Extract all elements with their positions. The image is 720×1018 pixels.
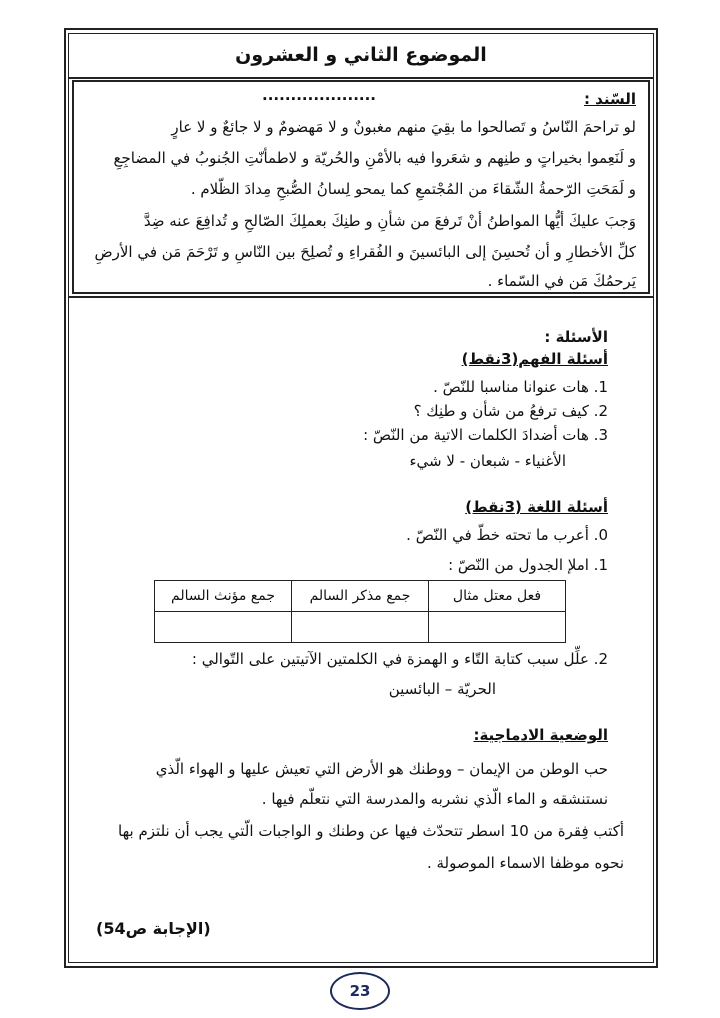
sanad-line: يَرحمُكَ مَن في السّماء . [487, 272, 636, 290]
section-divider [68, 296, 654, 298]
page-number: 23 [330, 972, 390, 1010]
questions-heading: الأسئلة : [544, 328, 608, 346]
integration-line: أكتب فِقرة من 10 اسطر تتحدّث فيها عن وطنك و الواجبات الّتي يجب أن نلتزم بها [118, 822, 624, 840]
sanad-line: و لَمَحَتِ الرّحمةُ الشّقاءَ من المُجْتمعِ كما يمحو لِسانُ الصُّبحِ مِدادَ الظّلام . [190, 180, 636, 198]
answer-reference: (الإجابة ص54) [96, 919, 211, 938]
sanad-label: السّند : [583, 90, 636, 108]
table-cell [429, 612, 566, 643]
integration-line: حب الوطن من الإيمان – ووطنك هو الأرض التي تعيش عليها و الهواء الّذي [155, 760, 608, 778]
sanad-dots: .................... [262, 86, 376, 104]
comprehension-heading: أسئلة الفهم(3نقط) [461, 350, 608, 368]
sanad-line: لو تراحمَ النّاسُ و تَصالحوا ما بقِيَ منهم مغبونٌ و لا مَهضومٌ و لا جائعٌ و لا عارٍ [171, 118, 636, 136]
table-header: جمع مذكر السالم [292, 581, 429, 612]
integration-line: نستنشقه و الماء الّذي نشربه والمدرسة التي نتعلّم فيها . [261, 790, 608, 808]
page-title: الموضوع الثاني و العشرون [68, 33, 654, 79]
justify-words: الحريّة – البائسين [388, 680, 496, 698]
antonym-words: الأغنياء - شبعان - لا شيء [409, 452, 566, 470]
language-question: 2. علِّل سبب كتابة التّاء و الهمزة في الكلمتين الآتيتين على التّوالي : [191, 650, 608, 668]
language-question: 0. أعرب ما تحته خطّ في النّصّ . [406, 526, 608, 544]
comprehension-question: 2. كيف ترفعُ من شأن و طنِك ؟ [413, 402, 608, 420]
comprehension-question: 1. هات عنوانا مناسبا للنّصّ . [433, 378, 608, 396]
table-header: جمع مؤنث السالم [155, 581, 292, 612]
table-header: فعل معتل مثال [429, 581, 566, 612]
sanad-line: و لَنَعِموا بخيراتٍ و طنِهم و شعَروا فيه بالأمْنِ والحُريّة و لاطمأنّتِ الجُنوبُ في المضاجِعِ [113, 149, 636, 167]
language-heading: أسئلة اللغة (3نقط) [465, 498, 608, 516]
sanad-line: كلِّ الأخطارِ و أن تُحسِنَ إلى البائسينَ و الفُقراءِ و تُصلِحَ بين النّاسِ و تَرْحَمَ مَن في الأرضِ [94, 243, 636, 261]
table-cell [155, 612, 292, 643]
integration-line: نحوه موظفا الاسماء الموصولة . [426, 854, 624, 872]
language-question: 1. املإ الجدول من النّصّ : [448, 556, 608, 574]
comprehension-question: 3. هات أضدادَ الكلمات الاتية من النّصّ : [363, 426, 608, 444]
integration-heading: الوضعية الادماجية: [473, 726, 608, 744]
table-cell [292, 612, 429, 643]
sanad-line: وَجبَ عليكَ أيُّها المواطنُ أنْ تَرفعَ من شأنِ و طنِكَ بعملِكَ الصّالحِ و تُدافِعَ عنه ضِدَّ [143, 212, 636, 230]
fill-table [154, 580, 566, 643]
